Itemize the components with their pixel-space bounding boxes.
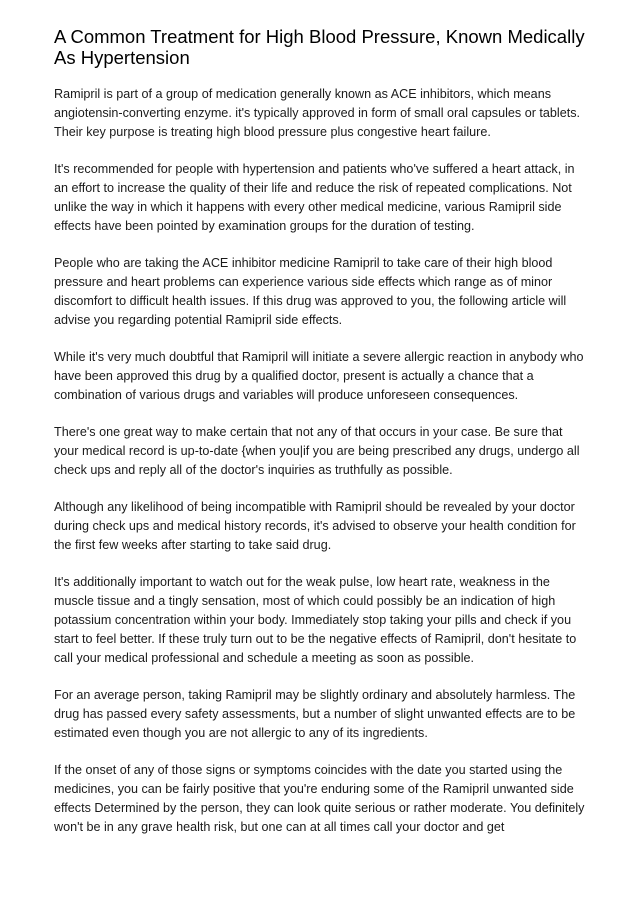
paragraph-9: If the onset of any of those signs or symptoms coincides with the date you started using the medicines, you can be fairly positive that you're enduring some of the Ramipril unwanted side effects Determined by the person, they can look quite serious or rather moderate. You definitely won't be in any grave health risk, but one can at all times call your doctor and get bbox=[54, 763, 585, 834]
paragraph-2: It's recommended for people with hypertension and patients who've suffered a heart attack, in an effort to increase the quality of their life and reduce the risk of repeated complications. Not unlike the way in which it happens with every other medical medicine, various Ramipril side effects have been pointed by examination groups for the duration of testing. bbox=[54, 162, 575, 233]
paragraph-1: Ramipril is part of a group of medication generally known as ACE inhibitors, which means angiotensin-converting enzyme. it's typically approved in form of small oral capsules or tablets. Their key purpose is treating high blood pressure plus congestive heart failure. bbox=[54, 87, 580, 139]
paragraph-8: For an average person, taking Ramipril may be slightly ordinary and absolutely harmless. The drug has passed every safety assessments, but a number of slight unwanted effects are to be estimated even though you are not allergic to any of its ingredients. bbox=[54, 688, 576, 740]
paragraph-5: There's one great way to make certain that not any of that occurs in your case. Be sure that your medical record is up-to-date {when you|if you are being prescribed any drugs, undergo all check ups and reply all of the doctor's inquiries as truthfully as possible. bbox=[54, 425, 580, 477]
paragraph-3: People who are taking the ACE inhibitor medicine Ramipril to take care of their high blood pressure and heart problems can experience various side effects which range as of minor discomfort to difficult health issues. If this drug was approved to you, the following article will advise you regarding potential Ramipril side effects. bbox=[54, 256, 567, 327]
paragraph-4: While it's very much doubtful that Ramipril will initiate a severe allergic reaction in anybody who have been approved this drug by a qualified doctor, present is actually a chance that a combination of various drugs and variables will produce unforeseen consequences. bbox=[54, 350, 584, 402]
document-page bbox=[54, 26, 586, 855]
paragraph-7: It's additionally important to watch out for the weak pulse, low heart rate, weakness in the muscle tissue and a tingly sensation, most of which could possibly be an indication of high potassium concentration within your body. Immediately stop taking your pills and check if you start to feel better. If these truly turn out to be the negative effects of Ramipril, don't hesitate to call your medical professional and schedule a meeting as soon as possible. bbox=[54, 575, 577, 665]
document-title: A Common Treatment for High Blood Pressure, Known Medically As Hypertension bbox=[54, 26, 585, 68]
paragraph-6: Although any likelihood of being incompatible with Ramipril should be revealed by your doctor during check ups and medical history records, it's advised to observe your health condition for the first few weeks after starting to take said drug. bbox=[54, 500, 576, 552]
